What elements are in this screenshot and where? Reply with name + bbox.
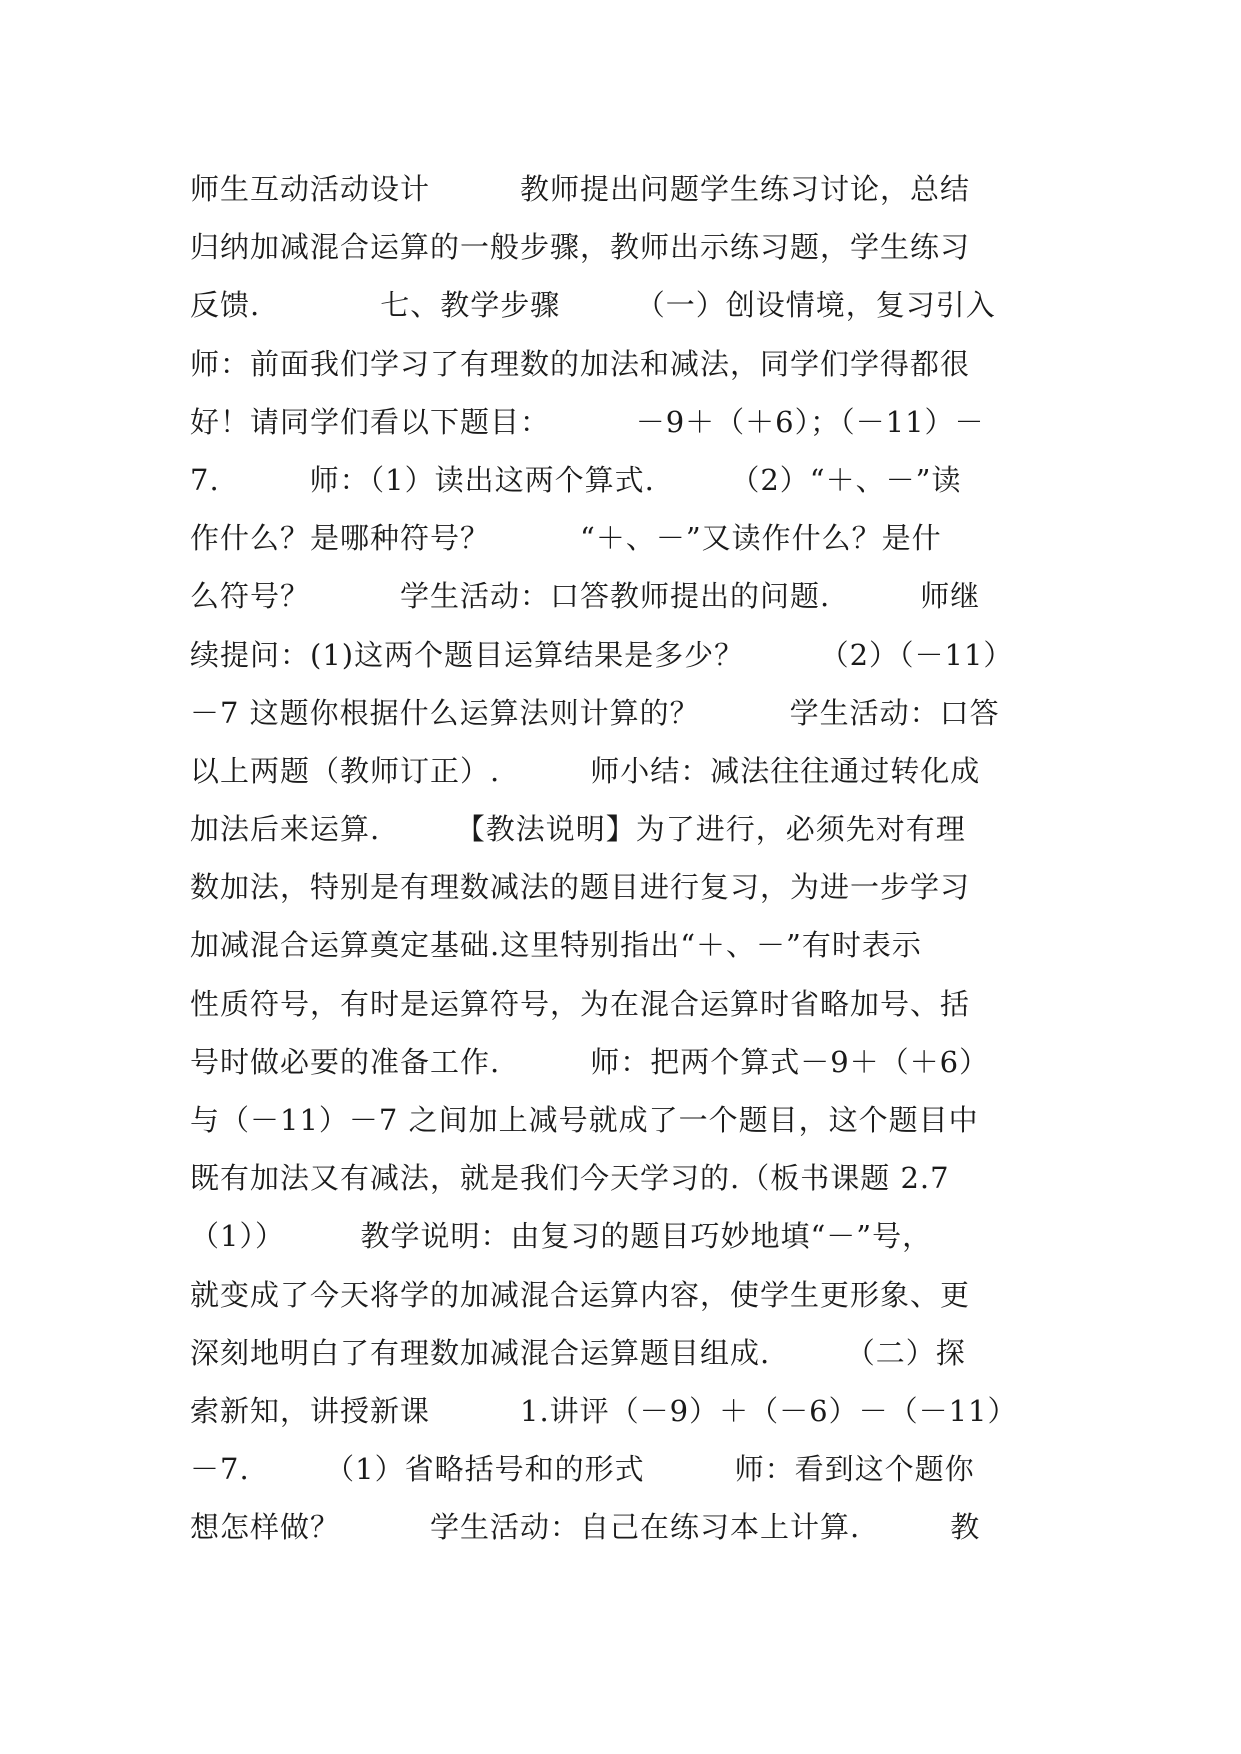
text-line: －7. （1）省略括号和的形式 师：看到这个题你 (190, 1452, 975, 1487)
text-line: （1）） 教学说明：由复习的题目巧妙地填“－”号， (190, 1219, 933, 1254)
text-line: 加减混合运算奠定基础.这里特别指出“＋、－”有时表示 (190, 928, 922, 963)
text-line: 与（－11）－7 之间加上减号就成了一个题目，这个题目中 (190, 1103, 979, 1137)
text-line: 7. 师：（1）读出这两个算式. （2）“＋、－”读 (190, 462, 962, 497)
text-line: 性质符号，有时是运算符号，为在混合运算时省略加号、括 (190, 986, 971, 1021)
text-line: 数加法，特别是有理数减法的题目进行复习，为进一步学习 (190, 870, 971, 905)
text-line: 师生互动活动设计 教师提出问题学生练习讨论，总结 (190, 172, 971, 206)
text-line: 师：前面我们学习了有理数的加法和减法，同学们学得都很 (190, 346, 971, 381)
text-line: 加法后来运算. 【教法说明】为了进行，必须先对有理 (190, 812, 966, 847)
text-line: 既有加法又有减法，就是我们今天学习的.（板书课题 2.7 (190, 1161, 950, 1196)
text-line: 号时做必要的准备工作. 师：把两个算式－9＋（＋6） (190, 1044, 990, 1079)
text-line: 续提问：(1)这两个题目运算结果是多少？ （2）（－11） (190, 637, 1014, 672)
text-line: 作什么？是哪种符号？ “＋、－”又读作什么？是什 (190, 521, 942, 556)
text-line: 就变成了今天将学的加减混合运算内容，使学生更形象、更 (190, 1277, 971, 1312)
text-line: 深刻地明白了有理数加减混合运算题目组成. （二）探 (190, 1335, 966, 1370)
text-line: 么符号？ 学生活动：口答教师提出的问题. 师继 (190, 579, 981, 614)
body-text (190, 160, 1070, 1557)
text-line: 好！请同学们看以下题目： －9＋（＋6）；（－11）－ (190, 404, 985, 439)
text-line: 归纳加减混合运算的一般步骤，教师出示练习题，学生练习 (190, 230, 971, 265)
text-line: 索新知，讲授新课 1.讲评（－9）＋（－6）－（－11） (190, 1393, 1018, 1428)
text-line: 以上两题（教师订正）. 师小结：减法往往通过转化成 (190, 753, 981, 788)
text-line: 反馈. 七、教学步骤 （一）创设情境，复习引入 (190, 288, 996, 323)
text-line: －7 这题你根据什么运算法则计算的？ 学生活动：口答 (190, 695, 1000, 730)
text-line: 想怎样做？ 学生活动：自己在练习本上计算. 教 (190, 1510, 981, 1545)
